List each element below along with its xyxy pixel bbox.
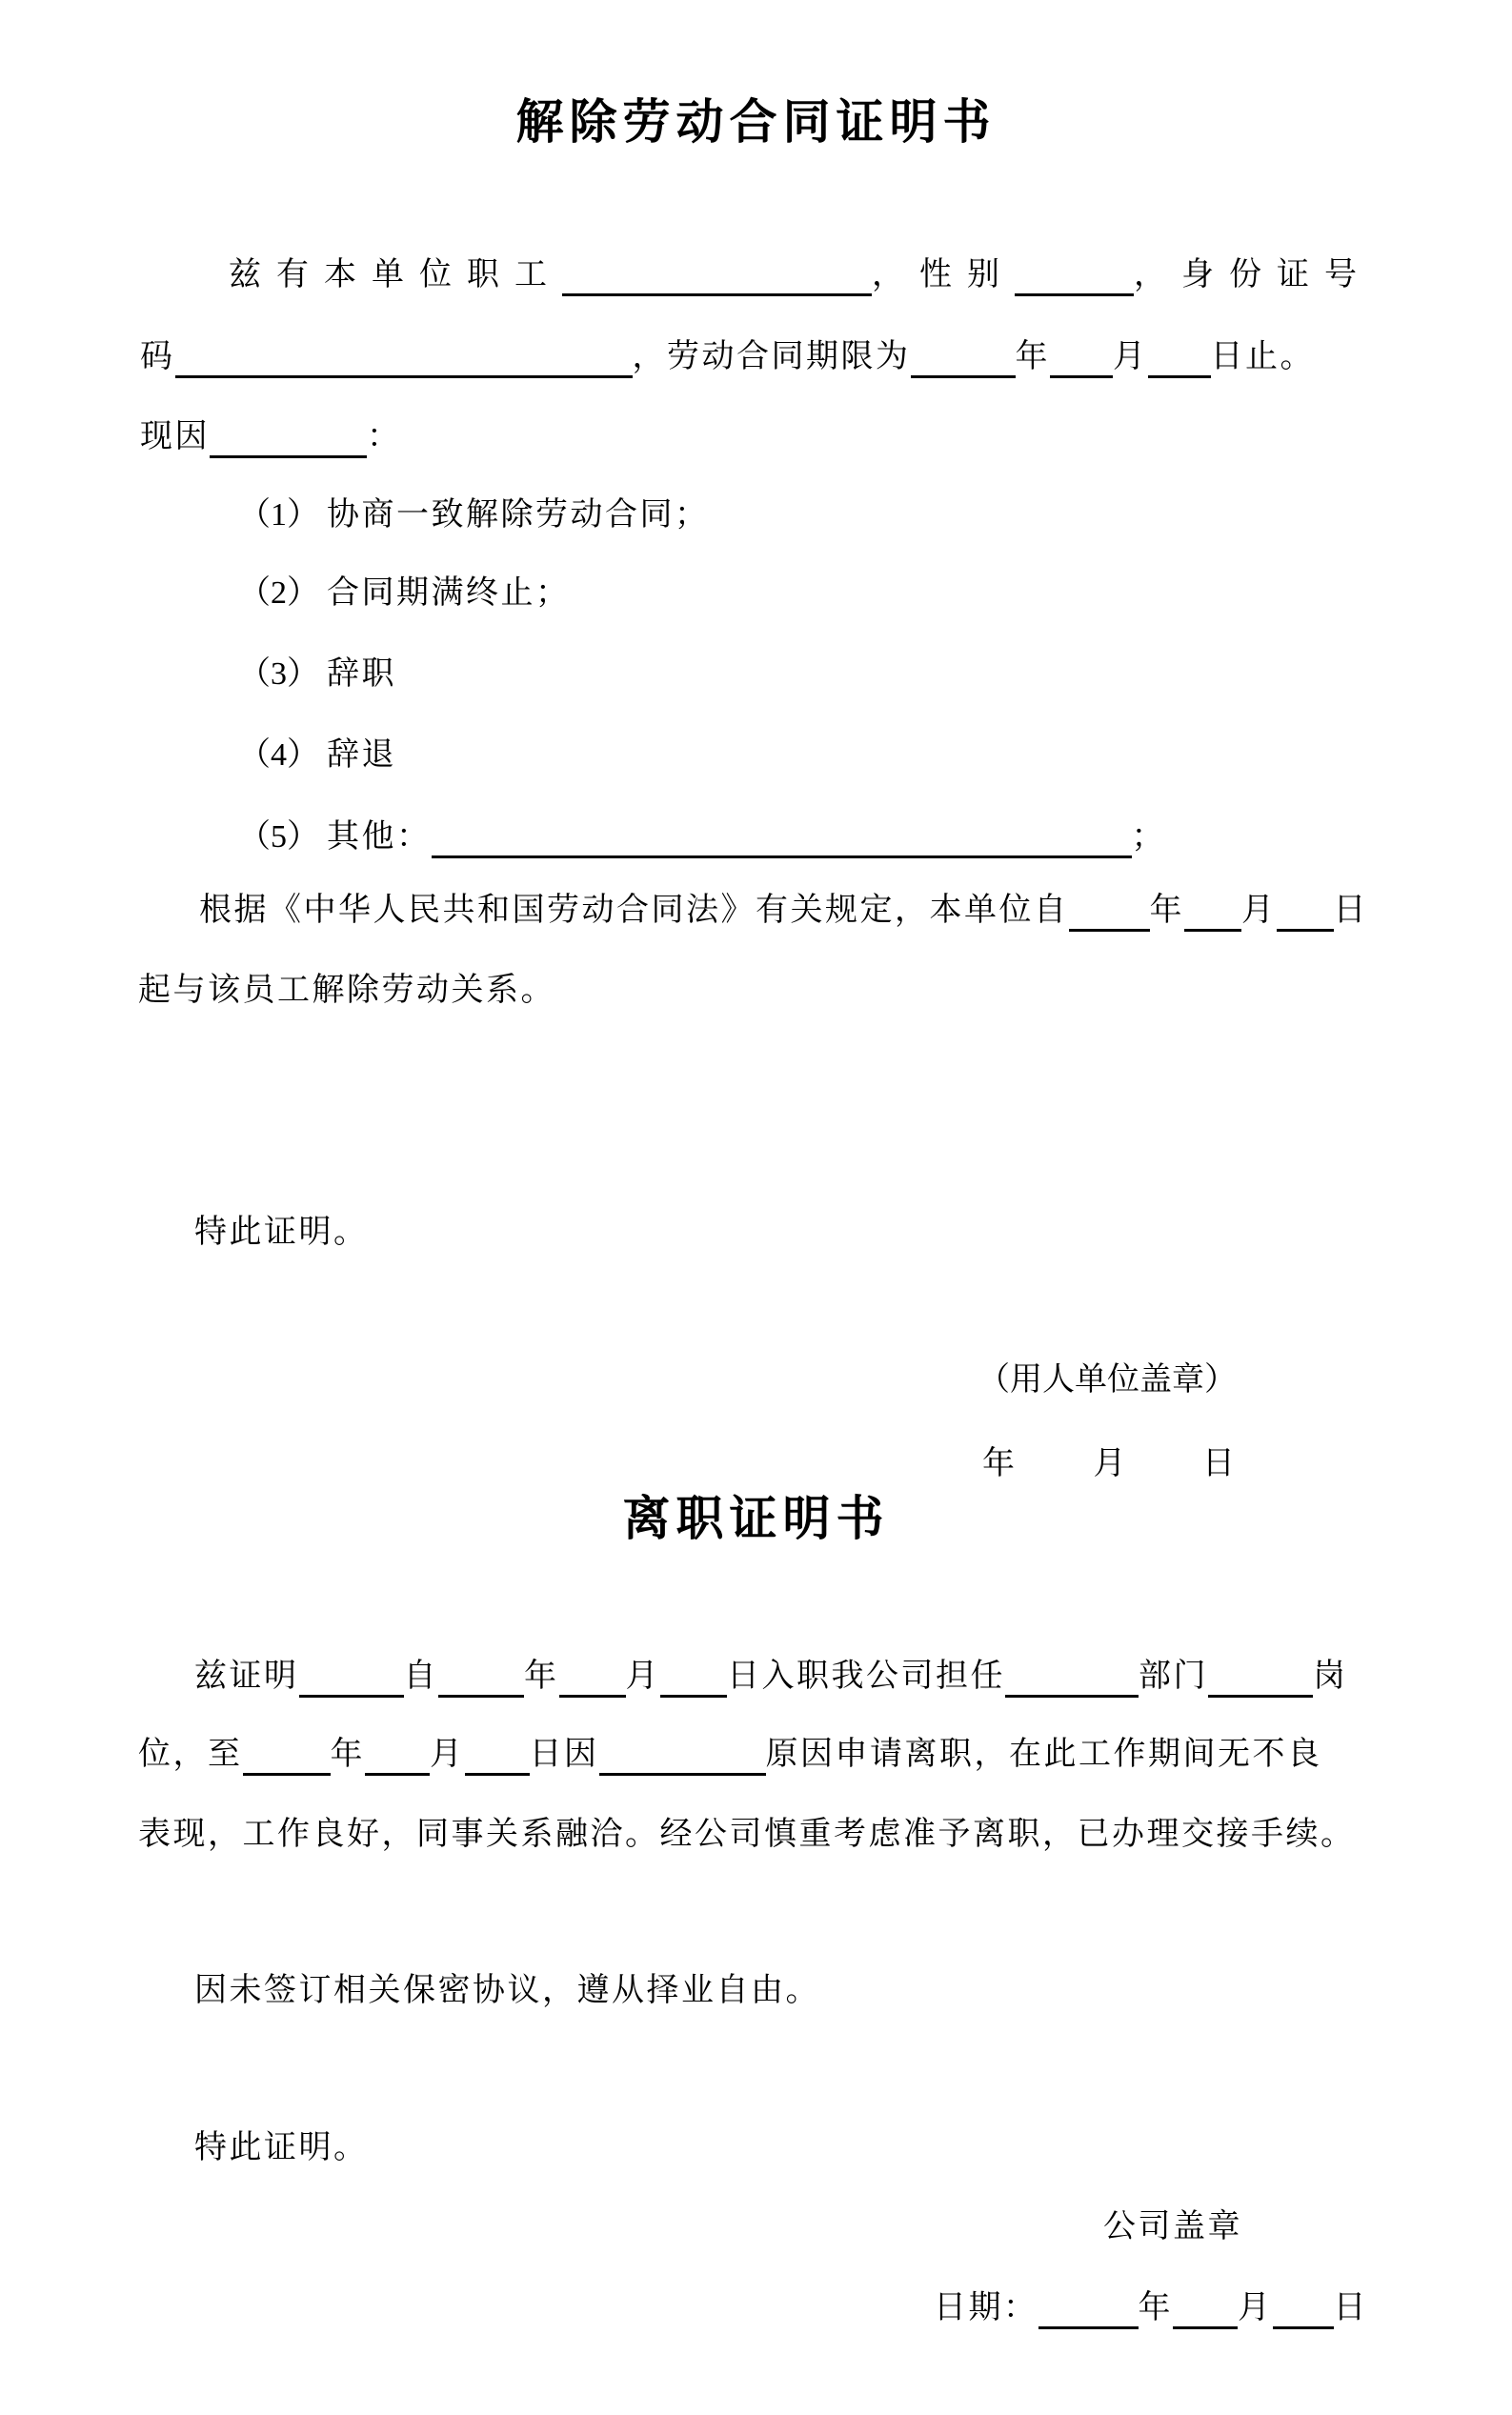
gender-blank [1015,253,1134,296]
doc1-certify-line: 特此证明。 [194,1215,369,1250]
leave-reason-blank [599,1733,766,1776]
doc2-p1l1-run4: 部门 [1139,1659,1208,1694]
release-year-blank [1069,889,1150,932]
item2-number: （2） [238,575,319,611]
doc1-line2-run2: ，劳动合同期限为 [632,339,911,374]
doc1-date-year: 年 [982,1446,1018,1481]
sign-year-blank [1038,2286,1139,2329]
term-year-blank [911,335,1016,378]
doc1-line2-end: 日止。 [1210,339,1315,374]
doc2-p1l1-run1: 兹证明 [194,1659,299,1694]
release-day-blank [1277,889,1334,932]
item5-text: 其他： [327,819,432,855]
term-month-blank [1050,335,1113,378]
doc1-line3-colon: ： [367,419,402,454]
list-item-4 [238,735,396,776]
doc2-p1l2-run2: 日因 [529,1737,599,1772]
doc2-p1l2-month: 月 [430,1737,465,1772]
doc1-line2-year: 年 [1015,339,1050,374]
release-month-blank [1184,889,1241,932]
doc2-p1-line3: 表现，工作良好，同事关系融洽。经公司慎重考虑准予离职，已办理交接手续。 [138,1817,1356,1852]
doc1-line9-month: 月 [1241,893,1277,928]
doc1-law-line2: 起与该员工解除劳动关系。 [138,973,555,1008]
spacer [1128,1472,1202,1474]
doc1-title: 解除劳动合同证明书 [515,95,997,149]
doc1-line1-run3: ，身份证号 [1134,257,1372,292]
leave-day-blank [465,1733,530,1776]
item5-tail: ； [1131,819,1166,855]
employee-name-blank [562,253,872,296]
doc2-certify-line: 特此证明。 [194,2130,369,2165]
list-item-5 [238,815,1166,858]
doc1-line3-run1: 现因 [140,419,210,454]
employee-name-blank2 [299,1655,404,1698]
item1-number: （1） [238,497,319,533]
doc2-p1l1-year: 年 [524,1659,559,1694]
term-day-blank [1148,335,1211,378]
list-item-2 [238,573,571,614]
item4-number: （4） [238,737,319,773]
doc1-line2-month: 月 [1113,339,1148,374]
sign-day-blank [1273,2286,1334,2329]
spacer [319,763,327,765]
doc2-date-year: 年 [1138,2290,1173,2325]
doc1-line2-run1: 码 [140,339,175,374]
doc1-date-month: 月 [1093,1446,1128,1481]
item3-text: 辞职 [327,656,396,692]
item2-text: 合同期满终止； [327,575,571,611]
doc2-p1-line1 [194,1655,1348,1698]
doc2-p2-line: 因未签订相关保密协议，遵从择业自由。 [194,1973,820,2008]
position-blank [1208,1655,1313,1698]
spacer [319,523,327,525]
doc2-p1l2-year: 年 [330,1737,365,1772]
doc2-p1l1-run5: 岗 [1313,1659,1348,1694]
doc2-p1-line2 [138,1733,1322,1776]
doc2-date-label: 日期： [934,2290,1038,2325]
reason-blank [210,415,367,458]
other-reason-blank [432,815,1132,858]
doc2-p1l2-run3: 原因申请离职，在此工作期间无不良 [765,1737,1322,1772]
doc1-employee-line [229,253,1372,296]
leave-year-blank [243,1733,331,1776]
join-year-blank [438,1655,524,1698]
spacer [319,682,327,684]
doc1-id-term-line [140,335,1315,378]
item3-number: （3） [238,656,319,692]
doc1-line9-run1: 根据《中华人民共和国劳动合同法》有关规定，本单位自 [199,893,1069,928]
spacer [319,601,327,603]
doc1-reason-line [140,415,402,458]
doc2-seal-note: 公司盖章 [1103,2209,1242,2244]
doc2-date-line [934,2286,1368,2329]
item4-text: 辞退 [327,737,396,773]
department-blank [1005,1655,1139,1698]
item1-text: 协商一致解除劳动合同； [327,497,710,533]
doc2-p1l1-run2: 自 [403,1659,438,1694]
join-month-blank [559,1655,626,1698]
spacer [1018,1472,1094,1474]
id-number-blank [175,335,633,378]
doc1-date-day: 日 [1202,1446,1238,1481]
list-item-3 [238,654,396,695]
doc1-line9-day: 日 [1333,893,1368,928]
item5-number: （5） [238,819,319,855]
list-item-1 [238,494,710,536]
leave-month-blank [365,1733,430,1776]
doc2-title: 离职证明书 [622,1492,890,1545]
doc2-p1l1-month: 月 [625,1659,660,1694]
spacer [319,845,327,847]
sign-month-blank [1173,2286,1238,2329]
doc2-p1l1-run3: 日入职我公司担任 [727,1659,1005,1694]
join-day-blank [660,1655,727,1698]
doc1-date-line [982,1443,1238,1485]
doc2-p1l2-run1: 位，至 [138,1737,243,1772]
doc1-line1-run2: ，性别 [872,257,1015,292]
doc2-date-month: 月 [1238,2290,1273,2325]
doc1-line9-year: 年 [1149,893,1184,928]
doc2-date-day: 日 [1333,2290,1368,2325]
doc1-seal-note: （用人单位盖章） [978,1362,1237,1398]
doc1-line1-run1: 兹有本单位职工 [229,257,562,292]
doc1-law-line [199,889,1368,932]
